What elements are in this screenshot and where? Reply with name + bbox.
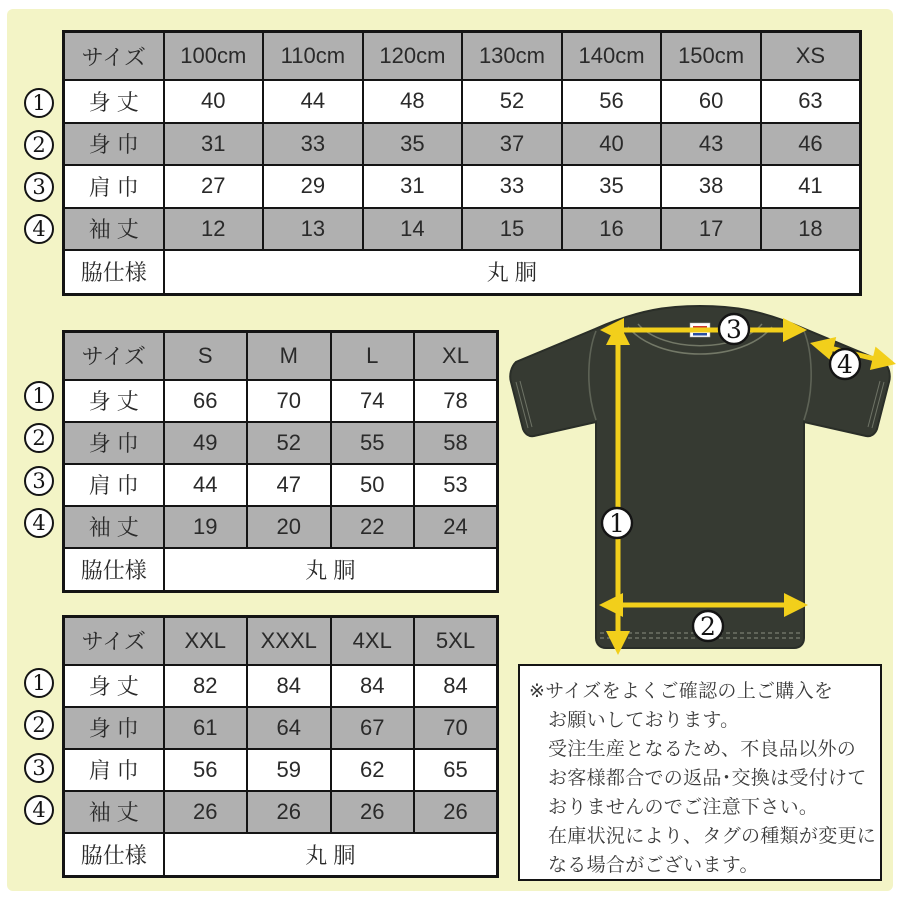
table-footer-row xyxy=(64,833,498,877)
note-line: ※サイズをよくご確認の上ご購入を xyxy=(529,681,834,702)
size-cell: 52 xyxy=(247,422,331,464)
table-row xyxy=(64,506,498,548)
note-line: 在庫状況により、タグの種類が変更に xyxy=(548,826,877,847)
header-col: XXXL xyxy=(247,617,331,665)
circled-number-3: 3 xyxy=(24,466,54,496)
table-row xyxy=(64,165,861,207)
header-col: 130cm xyxy=(462,32,562,81)
size-cell: 55 xyxy=(331,422,415,464)
size-cell: 26 xyxy=(331,791,415,833)
size-cell: 13 xyxy=(263,208,363,250)
header-col: 120cm xyxy=(363,32,463,81)
table-row xyxy=(64,80,861,122)
circled-number-2: 2 xyxy=(24,130,54,160)
purchase-note-box xyxy=(518,664,882,881)
header-col: 110cm xyxy=(263,32,363,81)
size-cell: 40 xyxy=(164,80,264,122)
size-cell: 65 xyxy=(414,749,498,791)
size-cell: 35 xyxy=(562,165,662,207)
size-cell: 63 xyxy=(761,80,861,122)
size-cell: 56 xyxy=(164,749,248,791)
circled-number-4: 4 xyxy=(24,795,54,825)
size-cell: 70 xyxy=(247,380,331,422)
size-cell: 49 xyxy=(164,422,248,464)
diagram-marker-1 xyxy=(602,508,632,538)
size-cell: 44 xyxy=(164,464,248,506)
circled-number-4: 4 xyxy=(24,214,54,244)
header-size-label: サイズ xyxy=(64,32,164,81)
note-line: お客様都合での返品･交換は受付けて xyxy=(548,768,867,789)
table-header-row xyxy=(64,32,861,81)
table-row xyxy=(64,208,861,250)
header-col: 150cm xyxy=(661,32,761,81)
note-line: お願いしております。 xyxy=(548,710,740,731)
size-cell: 84 xyxy=(331,665,415,707)
size-cell: 61 xyxy=(164,707,248,749)
header-col: 4XL xyxy=(331,617,415,665)
size-cell: 66 xyxy=(164,380,248,422)
row-label: 肩 巾 xyxy=(64,464,164,506)
tshirt-measurement-diagram xyxy=(500,293,900,665)
note-line: なる場合がございます。 xyxy=(548,855,759,876)
footer-label: 脇仕様 xyxy=(64,548,164,592)
size-cell: 40 xyxy=(562,123,662,165)
table-row xyxy=(64,665,498,707)
footer-value: 丸 胴 xyxy=(164,833,498,877)
size-cell: 62 xyxy=(331,749,415,791)
size-cell: 53 xyxy=(414,464,498,506)
header-col: M xyxy=(247,332,331,380)
size-cell: 78 xyxy=(414,380,498,422)
header-col: L xyxy=(331,332,415,380)
size-cell: 27 xyxy=(164,165,264,207)
size-table xyxy=(62,615,499,878)
size-cell: 33 xyxy=(462,165,562,207)
size-cell: 82 xyxy=(164,665,248,707)
size-cell: 58 xyxy=(414,422,498,464)
size-table-kids xyxy=(62,30,862,296)
size-cell: 18 xyxy=(761,208,861,250)
circled-number-2: 2 xyxy=(24,423,54,453)
size-cell: 64 xyxy=(247,707,331,749)
size-cell: 19 xyxy=(164,506,248,548)
circled-number-1: 1 xyxy=(24,88,54,118)
size-cell: 15 xyxy=(462,208,562,250)
size-cell: 67 xyxy=(331,707,415,749)
size-cell: 16 xyxy=(562,208,662,250)
table-header-row xyxy=(64,332,498,380)
header-col: 140cm xyxy=(562,32,662,81)
header-col: XXL xyxy=(164,617,248,665)
size-cell: 26 xyxy=(164,791,248,833)
circled-number-4: 4 xyxy=(24,508,54,538)
header-col: 5XL xyxy=(414,617,498,665)
size-cell: 52 xyxy=(462,80,562,122)
table-row xyxy=(64,749,498,791)
row-label: 袖 丈 xyxy=(64,506,164,548)
row-label: 身 巾 xyxy=(64,707,164,749)
footer-label: 脇仕様 xyxy=(64,833,164,877)
size-cell: 74 xyxy=(331,380,415,422)
size-cell: 24 xyxy=(414,506,498,548)
header-col: S xyxy=(164,332,248,380)
size-cell: 35 xyxy=(363,123,463,165)
size-cell: 38 xyxy=(661,165,761,207)
size-cell: 44 xyxy=(263,80,363,122)
row-label: 身 丈 xyxy=(64,380,164,422)
table-row xyxy=(64,380,498,422)
footer-label: 脇仕様 xyxy=(64,250,164,295)
size-cell: 48 xyxy=(363,80,463,122)
size-cell: 33 xyxy=(263,123,363,165)
circled-number-1: 1 xyxy=(24,381,54,411)
row-label: 身 巾 xyxy=(64,123,164,165)
table-row xyxy=(64,123,861,165)
size-cell: 26 xyxy=(247,791,331,833)
footer-value: 丸 胴 xyxy=(164,250,861,295)
circled-number-3: 3 xyxy=(24,172,54,202)
diagram-marker-4-label: 4 xyxy=(837,350,853,379)
header-col: XS xyxy=(761,32,861,81)
diagram-marker-3 xyxy=(719,314,749,344)
table-row xyxy=(64,422,498,464)
size-cell: 59 xyxy=(247,749,331,791)
row-label: 身 丈 xyxy=(64,80,164,122)
size-cell: 31 xyxy=(164,123,264,165)
size-cell: 37 xyxy=(462,123,562,165)
circled-number-3: 3 xyxy=(24,753,54,783)
size-cell: 12 xyxy=(164,208,264,250)
size-cell: 43 xyxy=(661,123,761,165)
header-col: XL xyxy=(414,332,498,380)
size-cell: 17 xyxy=(661,208,761,250)
row-label: 袖 丈 xyxy=(64,208,164,250)
size-cell: 46 xyxy=(761,123,861,165)
header-size-label: サイズ xyxy=(64,617,164,665)
size-cell: 50 xyxy=(331,464,415,506)
note-line: おりませんのでご注意下さい。 xyxy=(548,797,819,818)
circled-number-2: 2 xyxy=(24,710,54,740)
size-cell: 56 xyxy=(562,80,662,122)
diagram-marker-3-label: 3 xyxy=(726,315,742,344)
size-cell: 26 xyxy=(414,791,498,833)
size-table-plus xyxy=(62,615,499,876)
size-table-adult xyxy=(62,330,499,592)
table-header-row xyxy=(64,617,498,665)
table-row xyxy=(64,791,498,833)
size-cell: 22 xyxy=(331,506,415,548)
row-label: 身 巾 xyxy=(64,422,164,464)
circled-number-1: 1 xyxy=(24,668,54,698)
footer-value: 丸 胴 xyxy=(164,548,498,592)
diagram-marker-2 xyxy=(693,611,723,641)
size-cell: 60 xyxy=(661,80,761,122)
table-footer-row xyxy=(64,250,861,295)
header-col: 100cm xyxy=(164,32,264,81)
size-cell: 84 xyxy=(247,665,331,707)
size-cell: 41 xyxy=(761,165,861,207)
size-table xyxy=(62,30,862,296)
size-cell: 29 xyxy=(263,165,363,207)
size-cell: 70 xyxy=(414,707,498,749)
table-row xyxy=(64,464,498,506)
size-table xyxy=(62,330,499,593)
diagram-marker-4 xyxy=(830,349,860,379)
size-cell: 84 xyxy=(414,665,498,707)
header-size-label: サイズ xyxy=(64,332,164,380)
note-line: 受注生産となるため、不良品以外の xyxy=(548,739,857,760)
diagram-marker-1-label: 1 xyxy=(609,509,625,538)
row-label: 肩 巾 xyxy=(64,749,164,791)
table-row xyxy=(64,707,498,749)
size-cell: 14 xyxy=(363,208,463,250)
size-cell: 47 xyxy=(247,464,331,506)
diagram-marker-2-label: 2 xyxy=(700,612,716,641)
size-cell: 20 xyxy=(247,506,331,548)
table-footer-row xyxy=(64,548,498,592)
row-label: 袖 丈 xyxy=(64,791,164,833)
row-label: 身 丈 xyxy=(64,665,164,707)
size-cell: 31 xyxy=(363,165,463,207)
row-label: 肩 巾 xyxy=(64,165,164,207)
